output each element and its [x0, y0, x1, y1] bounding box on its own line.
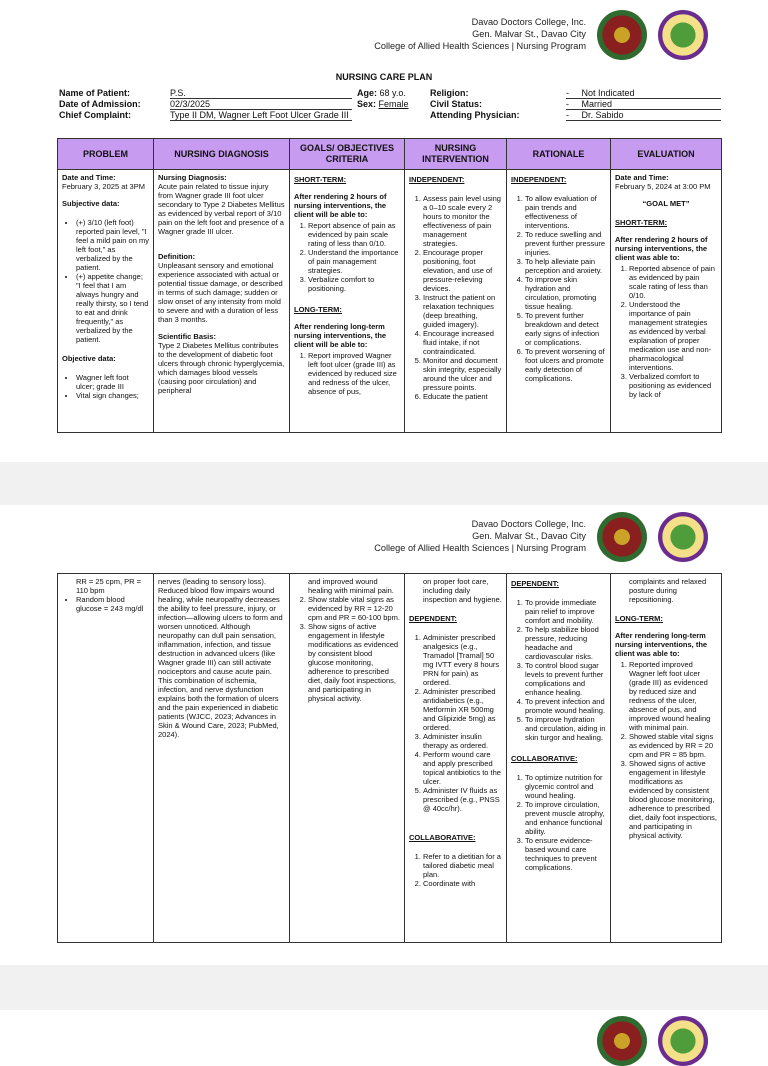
intervention-cell: INDEPENDENT: 1. Assess pain level using a 0–10 scale every 2 hours to monitor the effectiveness of pain management strategies. 2. Encourage proper positioning, foot elevation, and use of pressure-relieving devices. 3. Instruct the patient on relaxation techniques (deep breathing, guided imagery). 4. Encourage increased fluid intake, if not contraindicated. 5. Monitor and document skin integrity, especially around the ulcer and pressure points. 6. Educate the patient	[405, 170, 507, 433]
evaluation-cell: Date and Time: February 5, 2024 at 3:00 PM “GOAL MET” SHORT-TERM: After rendering 2 hours of nursing interventions, the client was able to: 1. Reported absence of pain as evidenced by pain scale rating of less than 0/10. 2. Understood the importance of pain management strategies as evidenced by verbal explanation of proper medication use and non-pharmacological interventions. 3. Verbalized comfort to positioning as evidenced by lack of	[611, 170, 722, 433]
header-problem: PROBLEM	[58, 139, 154, 170]
nursing-seal-logo	[658, 10, 708, 60]
evaluation-cell-2: complaints and relaxed posture during repositioning. LONG-TERM: After rendering long-term nursing interventions, the client was able to: 1. Reported improved Wagner left foot ulcer (grade III) as evidenced by reduced size and redness of the ulcer, absence of pus, and improved wound healing with minimal pain. 2. Showed stable vital signs as evidenced by RR = 20 cpm and PR = 85 bpm. 3. Showed signs of active engagement in lifestyle modifications as evidenced by consistent blood glucose monitoring, adherence to prescribed diet, daily foot inspections, and participating in physical activity.	[611, 574, 722, 943]
physician-label: Attending Physician:	[430, 110, 520, 120]
complaint-label: Chief Complaint:	[59, 110, 131, 120]
list-item: 2. Show stable vital signs as evidenced by RR = 12-20 cpm and PR = 60-100 bpm.	[308, 595, 400, 622]
religion-label: Religion:	[430, 88, 469, 98]
diagnosis-cell-2: nerves (leading to sensory loss). Reduced blood flow impairs wound healing, while neuropathy decreases the ability to feel pressure, injury, or infection—allowing ulcers to form and worsen unnoticed. Although neuropathy can dull pain sensation, inflammation, infection, and tissue destruction in advanced ulcers (like Wagner grade III) can still activate nociceptors and cause acute pain. This combination of ischemia, infection, and nerve dysfunction explains both the formation of ulcers and the pain experienced in diabetic patients (WJCC, 2023; Advances in Skin & Wound Care, 2023; PubMed, 2024).	[154, 574, 290, 943]
list-item: 3. To help alleviate pain perception and anxiety.	[525, 257, 606, 275]
list-item: 1. To allow evaluation of pain trends and effectiveness of interventions.	[525, 194, 606, 230]
college-seal-logo	[597, 10, 647, 60]
list-item: 4. Perform wound care and apply prescribed topical antibiotics to the ulcer.	[423, 750, 502, 786]
page-separator	[0, 965, 768, 1010]
header-goals: GOALS/ OBJECTIVES CRITERIA	[290, 139, 405, 170]
rationale-cell-2: DEPENDENT: 1. To provide immediate pain relief to improve comfort and mobility. 2. To help stabilize blood pressure, reducing headache and cardiovascular risks. 3. To control blood sugar levels to prevent further complications and enhance healing. 4. To prevent infection and promote wound healing. 5. To improve hydration and circulation, aiding in skin turgor and healing. COLLABORATIVE: 1. To optimize nutrition for glycemic control and wound healing. 2. To improve circulation, prevent muscle atrophy, and enhance functional ability. 3. To ensure evidence-based wound care techniques to prevent complications.	[507, 574, 611, 943]
attending-physician: Dr. Sabido	[581, 110, 624, 120]
patient-age: 68 y.o.	[379, 88, 406, 98]
nursing-seal-logo	[658, 512, 708, 562]
list-item: 2. Coordinate with	[423, 879, 502, 888]
civil-label: Civil Status:	[430, 99, 483, 109]
religion: Not Indicated	[581, 88, 635, 98]
letterhead-2: Davao Doctors College, Inc. Gen. Malvar St., Davao City College of Allied Health Sciences | Nursing Program	[374, 519, 586, 553]
patient-info-left	[59, 88, 141, 121]
list-item: 1. Assess pain level using a 0–10 scale every 2 hours to monitor the effectiveness of pain management strategies.	[423, 194, 502, 248]
list-item: 6. Educate the patient	[423, 392, 502, 401]
list-item: 4. To prevent infection and promote wound healing.	[525, 697, 606, 715]
problem-cell: Date and Time: February 3, 2025 at 3PM Subjective data: • (+) 3/10 (left foot) reported pain level, "I feel a mild pain on my left foot," as verbalized by the patient. • (+) appetite change; "I feel that I am always hungry and really thirsty, so I tend to eat and drink frequently," as verbalized by the patient. Objective data: • Wagner left foot ulcer; grade III • Vital sign changes;	[58, 170, 154, 433]
civil-status: Married	[581, 99, 613, 109]
list-item: 1. Refer to a dietitian for a tailored diabetic meal plan.	[423, 852, 502, 879]
list-item: 3. To control blood sugar levels to prevent further complications and enhance healing.	[525, 661, 606, 697]
list-item: 2. Understand the importance of pain management strategies.	[308, 248, 400, 275]
list-item: • Vital sign changes;	[76, 391, 149, 400]
patient-info-values	[170, 88, 349, 121]
school-name: Davao Doctors College, Inc.	[471, 17, 586, 27]
rationale-cell: INDEPENDENT: 1. To allow evaluation of pain trends and effectiveness of interventions. 2. To reduce swelling and prevent further pressure injuries. 3. To help alleviate pain perception and anxiety. 4. To improve skin hydration and circulation, promoting tissue healing. 5. To prevent further breakdown and detect early signs of infection or complications. 6. To prevent worsening of foot ulcers and promote early detection of complications.	[507, 170, 611, 433]
list-item: 3. Instruct the patient on relaxation techniques (deep breathing, guided imagery).	[423, 293, 502, 329]
list-item: 3. Verbalize comfort to positioning.	[308, 275, 400, 293]
name-label: Name of Patient:	[59, 88, 131, 98]
list-item: 6. To prevent worsening of foot ulcers and promote early detection of complications.	[525, 347, 606, 383]
page-1	[0, 0, 768, 462]
header-diagnosis: NURSING DIAGNOSIS	[154, 139, 290, 170]
chief-complaint: Type II DM, Wagner Left Foot Ulcer Grade III	[170, 110, 349, 120]
goals-cell-2: and improved wound healing with minimal pain. 2. Show stable vital signs as evidenced by RR = 12-20 cpm and PR = 60-100 bpm. 3. Show signs of active engagement in lifestyle modifications as evidenced by consistent blood glucose monitoring, adherence to prescribed diet, daily foot inspections, and participating in physical activity.	[290, 574, 405, 943]
page-2	[0, 505, 768, 965]
list-item: 1. Reported absence of pain as evidenced by pain scale rating of less than 0/10.	[629, 264, 717, 300]
page-separator	[0, 462, 768, 505]
list-item: 3. To ensure evidence-based wound care techniques to prevent complications.	[525, 836, 606, 872]
list-item: 1. Report improved Wagner left foot ulcer (grade III) as evidenced by reduced size and redness of the ulcer, absence of pus,	[308, 351, 400, 396]
list-item: 3. Verbalized comfort to positioning as evidenced by lack of	[629, 372, 717, 399]
page-3	[0, 1010, 768, 1040]
list-item: 3. Administer insulin therapy as ordered.	[423, 732, 502, 750]
list-item: 1. Report absence of pain as evidenced by pain scale rating of less than 0/10.	[308, 221, 400, 248]
school-address: Gen. Malvar St., Davao City	[472, 29, 586, 39]
list-item: 2. To reduce swelling and prevent further pressure injuries.	[525, 230, 606, 257]
list-item: 4. Encourage increased fluid intake, if not contraindicated.	[423, 329, 502, 356]
list-item: 2. Showed stable vital signs as evidenced by RR = 20 cpm and PR = 85 bpm.	[629, 732, 717, 759]
patient-info-right-values: - Not Indicated - Married - Dr. Sabido	[566, 88, 635, 120]
list-item: 1. To provide immediate pain relief to improve comfort and mobility.	[525, 598, 606, 625]
patient-age-sex	[357, 88, 409, 110]
list-item: 5. Monitor and document skin integrity, especially around the ulcer and pressure points.	[423, 356, 502, 392]
list-item: 5. To prevent further breakdown and detect early signs of infection or complications.	[525, 311, 606, 347]
list-item: • (+) appetite change; "I feel that I am always hungry and really thirsty, so I tend to eat and drink frequently," as verbalized by the patient.	[76, 272, 149, 344]
list-item: 4. To improve skin hydration and circulation, promoting tissue healing.	[525, 275, 606, 311]
list-item: 2. Administer prescribed antidiabetics (e.g., Metformin XR 500mg and Glipizide 5mg) as ordered.	[423, 687, 502, 732]
list-item: 1. Administer prescribed analgesics (e.g., Tramadol [Tramal] 50 mg IVTT every 8 hours PRN for pain) as ordered.	[423, 633, 502, 687]
patient-info-right	[430, 88, 520, 121]
list-item: 5. To improve hydration and circulation, aiding in skin turgor and healing.	[525, 715, 606, 742]
admission-date: 02/3/2025	[170, 99, 211, 109]
list-item: 2. To help stabilize blood pressure, reducing headache and cardiovascular risks.	[525, 625, 606, 661]
list-item: 2. Understood the importance of pain management strategies as evidenced by verbal explanation of proper medication use and non-pharmacological interventions.	[629, 300, 717, 372]
patient-name: P.S.	[170, 88, 186, 98]
letterhead	[374, 16, 586, 52]
school-program: College of Allied Health Sciences | Nursing Program	[374, 41, 586, 51]
goals-cell: SHORT-TERM: After rendering 2 hours of nursing interventions, the client will be able to: 1. Report absence of pain as evidenced by pain scale rating of less than 0/10. 2. Understand the importance of pain management strategies. 3. Verbalize comfort to positioning. LONG-TERM: After rendering long-term nursing interventions, the client will be able to: 1. Report improved Wagner left foot ulcer (grade III) as evidenced by reduced size and redness of the ulcer, absence of pus,	[290, 170, 405, 433]
list-item: 1. To optimize nutrition for glycemic control and wound healing.	[525, 773, 606, 800]
diagnosis-cell: Nursing Diagnosis: Acute pain related to tissue injury from Wagner grade III foot ulcer secondary to Type 2 Diabetes Mellitus as evidenced by verbal report of 3/10 pain on the left foot and presence of a Wagner grade III ulcer. Definition: Unpleasant sensory and emotional experience associated with actual or potential tissue damage, or described in terms of such damage; sudden or slow onset of any intensity from mold to severe and with a duration of less than 3 months. Scientific Basis: Type 2 Diabetes Mellitus contributes to the development of diabetic foot ulcers through chronic hyperglycemia, which damages blood vessels (causing poor circulation) and peripheral	[154, 170, 290, 433]
list-item: • Wagner left foot ulcer; grade III	[76, 373, 149, 391]
list-item: 1. Reported improved Wagner left foot ulcer (grade III) as evidenced by reduced size and redness of the ulcer, absence of pus, and improved wound healing with minimal pain.	[629, 660, 717, 732]
list-item: 3. Show signs of active engagement in lifestyle modifications as evidenced by consistent blood glucose monitoring, adherence to prescribed diet, daily foot inspections, and participating in physical activity.	[308, 622, 400, 703]
intervention-cell-2: on proper foot care, including daily inspection and hygiene. DEPENDENT: 1. Administer prescribed analgesics (e.g., Tramadol [Tramal] 50 mg IVTT every 8 hours PRN for pain) as ordered. 2. Administer prescribed antidiabetics (e.g., Metformin XR 500mg and Glipizide 5mg) as ordered. 3. Administer insulin therapy as ordered. 4. Perform wound care and apply prescribed topical antibiotics to the ulcer. 5. Administer IV fluids as prescribed (e.g., PNSS @ 40cc/hr). COLLABORATIVE: 1. Refer to a dietitian for a tailored diabetic meal plan. 2. Coordinate with	[405, 574, 507, 943]
age-label: Age:	[357, 88, 377, 98]
care-plan-table-page-1	[57, 138, 722, 433]
admit-label: Date of Admission:	[59, 99, 141, 109]
document-title: NURSING CARE PLAN	[335, 72, 433, 82]
list-item: 2. To improve circulation, prevent muscle atrophy, and enhance functional ability.	[525, 800, 606, 836]
list-item: 3. Showed signs of active engagement in lifestyle modifications as evidenced by consistent blood glucose monitoring, adherence to prescribed diet, daily foot inspections, and participating in physical activity.	[629, 759, 717, 840]
list-item: 5. Administer IV fluids as prescribed (e.g., PNSS @ 40cc/hr).	[423, 786, 502, 813]
header-intervention: NURSING INTERVENTION	[405, 139, 507, 170]
header-rationale: RATIONALE	[507, 139, 611, 170]
problem-cell-2: RR = 25 cpm, PR = 110 bpm • Random blood glucose = 243 mg/dl	[58, 574, 154, 943]
header-evaluation: EVALUATION	[611, 139, 722, 170]
sex-label: Sex:	[357, 99, 377, 109]
college-seal-logo	[597, 512, 647, 562]
care-plan-table-page-2	[57, 573, 722, 943]
list-item: • (+) 3/10 (left foot) reported pain level, "I feel a mild pain on my left foot," as verbalized by the patient.	[76, 218, 149, 272]
list-item: 2. Encourage proper positioning, foot elevation, and use of pressure-relieving devices.	[423, 248, 502, 293]
patient-sex: Female	[378, 99, 409, 109]
